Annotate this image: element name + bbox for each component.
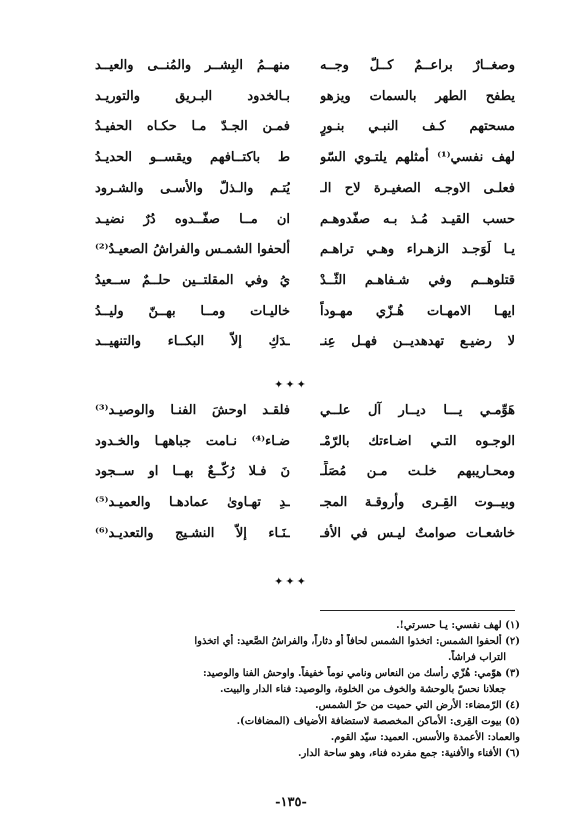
verse-line xyxy=(95,116,515,140)
footnote-line: التراب فراشاً. xyxy=(447,652,506,663)
verse-line xyxy=(95,400,515,424)
verse-line xyxy=(95,55,515,79)
verse-second-hemistich: بـالخدود البـريق والتوريـد xyxy=(95,88,290,104)
verse-line xyxy=(95,178,515,202)
verse-line xyxy=(95,523,515,547)
footnote-line: (٥) بيوت القِرى: الأماكن المخصصة لاستضافة الأضياف (المضافات). xyxy=(236,716,520,727)
verse-first-hemistich: لهف نفسي⁽¹⁾ أمثلهم يلتـوي السّو xyxy=(320,150,515,166)
verse-second-hemistich: ط باكتــافهم ويقســو الحديـدُ xyxy=(95,150,290,166)
footnote-line: والعماد: الأعمدة والأسس. العميد: سيّد القوم. xyxy=(330,732,520,743)
verse-second-hemistich: ـدَكِ إلاّ البكــاء والتنهيــد xyxy=(95,334,290,350)
verse-first-hemistich: يـا لَوَجـد الزهـراء وهـي تراهـم xyxy=(320,242,515,258)
verse-first-hemistich: فعلـى الاوجـه الصغيـرة لاح الـ xyxy=(320,180,515,196)
footnote-line: (٦) الأفناء والأفنية: جمع مفرده فناء، وهو ساحة الدار. xyxy=(298,748,520,759)
verse-second-hemistich: ـنَـاء إلاّ النشـيج والتعديـد⁽⁶⁾ xyxy=(95,525,290,541)
verse-second-hemistich: نَ فـلا رُكّــعٌ بهــا او ســجود xyxy=(95,464,290,480)
verse-line xyxy=(95,239,515,263)
verse-line xyxy=(95,461,515,485)
verse-first-hemistich: حسب القيـد مُـذ بـه صفّدوهـم xyxy=(320,211,515,227)
verse-second-hemistich: ألحفوا الشمـس والفراشُ الصعيـدُ⁽²⁾ xyxy=(95,242,290,258)
stanza-separator: ✦✦✦ xyxy=(274,378,308,391)
verse-first-hemistich: خاشعـات صوامتٌ ليـس في الأفـ xyxy=(320,525,515,541)
verse-first-hemistich: ايهـا الامهـات هُـزّي مهـوداً xyxy=(320,303,515,319)
verse-second-hemistich: خاليـات ومــا بهــنّ وليــدُ xyxy=(95,303,290,319)
verse-line xyxy=(95,86,515,110)
verse-line xyxy=(95,147,515,171)
verse-line xyxy=(95,209,515,233)
verse-second-hemistich: فمـن الجـدّ مـا حكـاه الحفيـدُ xyxy=(95,119,290,135)
verse-second-hemistich: ـدِ تهـاوىٰ عمادهـا والعميـد⁽⁵⁾ xyxy=(95,495,290,511)
verse-line xyxy=(95,301,515,325)
verse-first-hemistich: ومحـاريبهم خلـت مـن مُصَلِّـ xyxy=(320,464,515,480)
verse-second-hemistich: ان مــا صفّــدوه دُرٌ نضيـد xyxy=(95,211,290,227)
verse-first-hemistich: مسحتهم كـف النبـي بنـورٍ xyxy=(320,119,515,135)
verse-second-hemistich: يُتـم والـذلّ والأسـى والشـرود xyxy=(95,180,290,196)
verse-line xyxy=(95,270,515,294)
verse-second-hemistich: يُ وفي المقلتــين حلــمٌ ســعيدُ xyxy=(95,272,290,288)
footnote-line: جعلانا نحسّ بالوحشة والخوف من الخلوة، والوصيد: فناء الدار والبيت. xyxy=(220,684,506,695)
footnote-line: (٤) الرّمضاء: الأرض التي حميت من حرّ الشمس. xyxy=(315,700,520,711)
verse-first-hemistich: وبيــوت القِـرى وأروقـة المجـ xyxy=(320,495,515,511)
verse-second-hemistich: منهــمُ البِشــر والمُنــى والعيــد xyxy=(95,58,290,73)
footnote-line: (٢) ألحفوا الشمس: اتخذوا الشمس لحافاً أو دثاراً، والفراشُ الصَّعيد: أي اتخذوا xyxy=(194,636,520,647)
verse-first-hemistich: هَوِّمـي يـــا ديــار آل علــي xyxy=(320,403,515,418)
verse-second-hemistich: ضـاء⁽⁴⁾ نـامت جباههـا والخـدود xyxy=(95,433,290,449)
verse-first-hemistich: الوجـوه التـي اضـاءتك بالرّمْـ xyxy=(320,433,515,449)
verse-line xyxy=(95,431,515,455)
verse-line xyxy=(95,492,515,516)
verse-line xyxy=(95,331,515,355)
verse-second-hemistich: فلقـد اوحشَ الفنـا والوصيـد⁽³⁾ xyxy=(95,403,290,418)
stanza-separator-end: ✦✦✦ xyxy=(274,575,308,588)
footnote-line: (٣) هوّمي: هُزّي رأسك من النعاس ونامي نوماً خفيفاً. واوحش الفنا والوصيد: xyxy=(202,668,520,679)
page-number: -١٣٥- xyxy=(275,795,307,810)
verse-first-hemistich: وصغــارٌ براعــمٌ كــلّ وجــه xyxy=(320,58,515,73)
verse-first-hemistich: لا رضيـع تهدهديــن فهـل عِنـ xyxy=(320,334,515,350)
footnotes-section xyxy=(95,618,520,762)
verse-first-hemistich: قتلوهــم وفي شـفاهـم الثّــدْ xyxy=(320,272,515,288)
footnote-line: (١) لهف نفسي: يـا حسرتي!. xyxy=(396,620,520,631)
footnote-divider xyxy=(320,610,515,611)
verse-first-hemistich: يطفح الطهر بالسمات ويزهو xyxy=(320,88,515,104)
